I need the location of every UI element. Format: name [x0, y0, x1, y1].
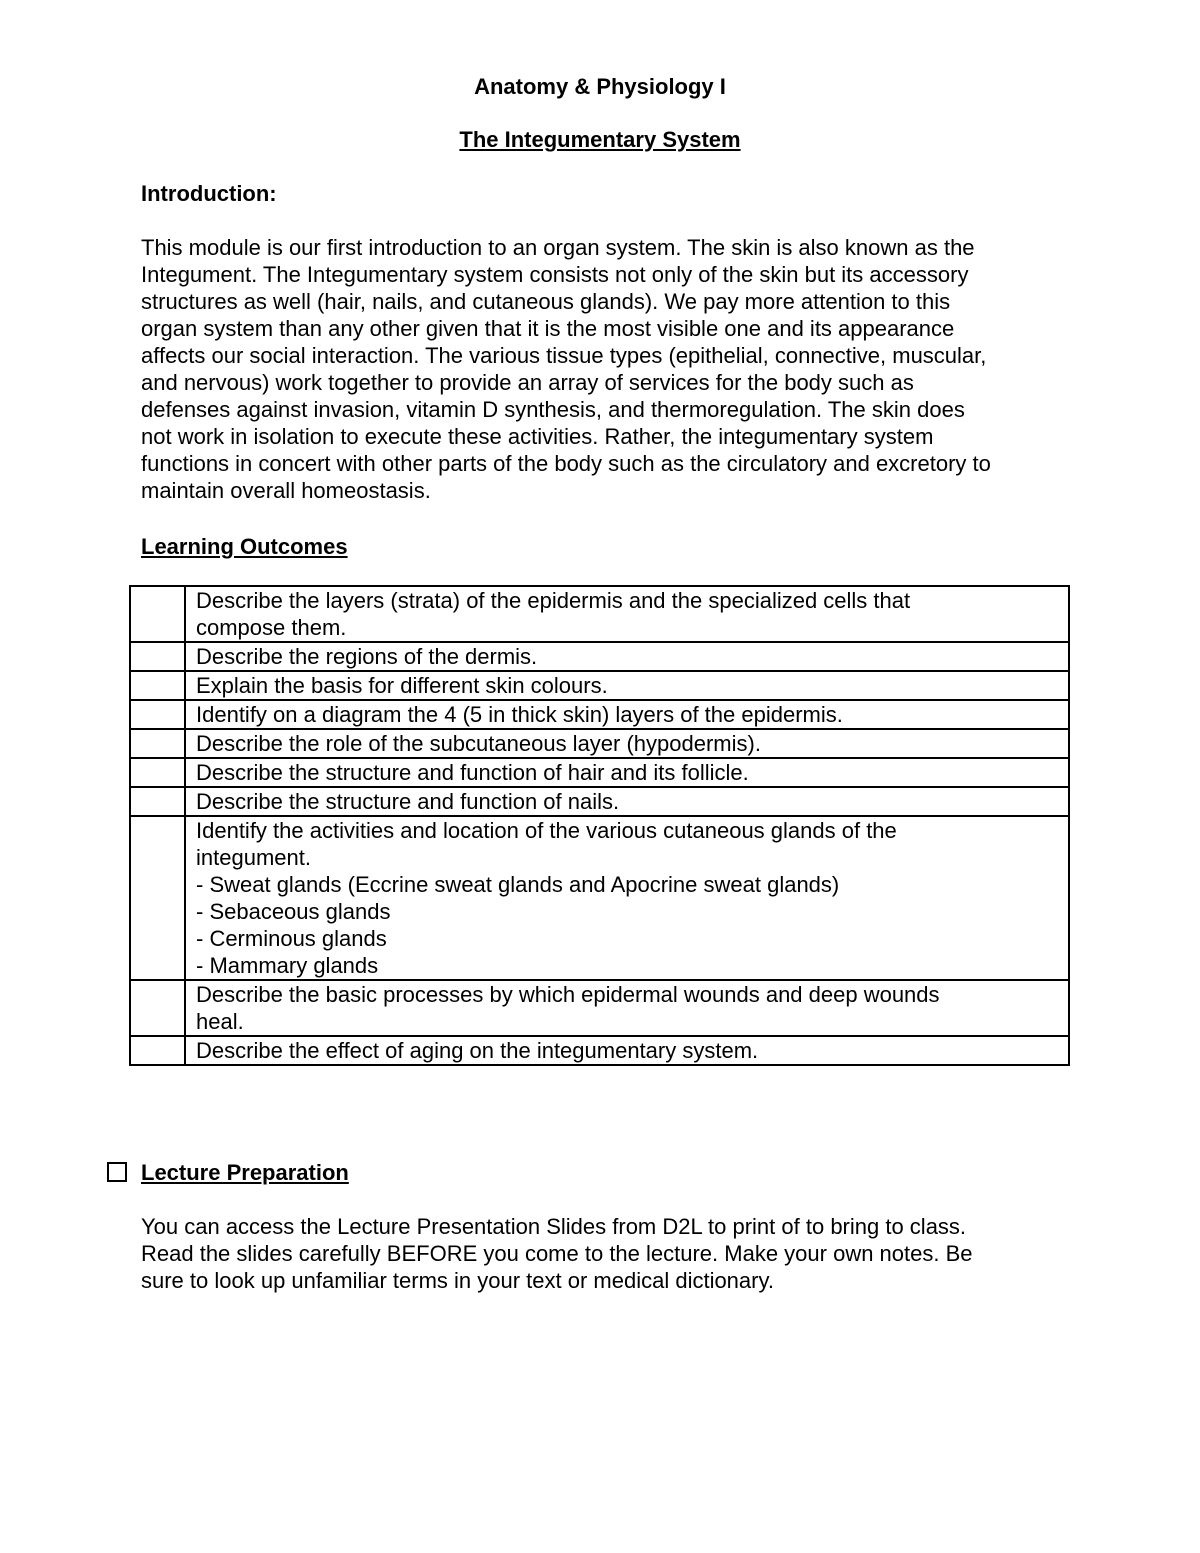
outcome-text-cell [185, 671, 1069, 700]
lecture-preparation-line: sure to look up unfamiliar terms in your text or medical dictionary. [141, 1268, 774, 1293]
lecture-preparation-heading: Lecture Preparation [141, 1160, 349, 1185]
introduction-line: affects our social interaction. The various tissue types (epithelial, connective, muscular, [141, 343, 987, 368]
outcome-line: heal. [196, 1009, 244, 1034]
introduction-line: structures as well (hair, nails, and cutaneous glands). We pay more attention to this [141, 289, 951, 314]
outcome-check-cell[interactable] [130, 816, 185, 980]
outcome-line: compose them. [196, 615, 347, 640]
introduction-paragraph [141, 234, 1071, 504]
introduction-line: Integument. The Integumentary system consists not only of the skin but its accessory [141, 262, 969, 287]
outcome-line: Describe the basic processes by which epidermal wounds and deep wounds [196, 982, 940, 1007]
learning-outcomes-table [129, 585, 1070, 1066]
outcome-check-cell[interactable] [130, 980, 185, 1036]
outcome-line: Identify the activities and location of the various cutaneous glands of the [196, 818, 897, 843]
outcome-text-cell [185, 1036, 1069, 1065]
outcome-check-cell[interactable] [130, 787, 185, 816]
outcome-line: - Cerminous glands [196, 926, 387, 951]
outcome-line: Describe the effect of aging on the integumentary system. [196, 1038, 759, 1063]
introduction-line: not work in isolation to execute these activities. Rather, the integumentary system [141, 424, 934, 449]
introduction-line: This module is our first introduction to an organ system. The skin is also known as the [141, 235, 975, 260]
table-row [130, 816, 1069, 980]
outcome-line: - Sebaceous glands [196, 899, 391, 924]
outcome-line: Identify on a diagram the 4 (5 in thick skin) layers of the epidermis. [196, 702, 843, 727]
table-row [130, 758, 1069, 787]
lecture-preparation-line: Read the slides carefully BEFORE you come to the lecture. Make your own notes. Be [141, 1241, 973, 1266]
introduction-line: functions in concert with other parts of the body such as the circulatory and excretory to [141, 451, 991, 476]
table-row [130, 980, 1069, 1036]
introduction-line: and nervous) work together to provide an array of services for the body such as [141, 370, 914, 395]
outcome-line: - Mammary glands [196, 953, 379, 978]
table-row [130, 671, 1069, 700]
outcome-text-cell [185, 816, 1069, 980]
table-row [130, 586, 1069, 642]
introduction-line: defenses against invasion, vitamin D synthesis, and thermoregulation. The skin does [141, 397, 965, 422]
introduction-line: maintain overall homeostasis. [141, 478, 431, 503]
table-row [130, 787, 1069, 816]
outcome-line: Describe the structure and function of nails. [196, 789, 620, 814]
outcome-text-cell [185, 729, 1069, 758]
lecture-preparation-checkbox[interactable] [107, 1162, 127, 1182]
outcome-text-cell [185, 642, 1069, 671]
outcome-check-cell[interactable] [130, 586, 185, 642]
outcome-check-cell[interactable] [130, 700, 185, 729]
outcome-text-cell [185, 980, 1069, 1036]
introduction-line: organ system than any other given that it is the most visible one and its appearance [141, 316, 955, 341]
outcome-line: Explain the basis for different skin colours. [196, 673, 608, 698]
document-subtitle: The Integumentary System [459, 127, 741, 152]
introduction-heading: Introduction: [141, 181, 277, 206]
lecture-preparation-line: You can access the Lecture Presentation Slides from D2L to print of to bring to class. [141, 1214, 967, 1239]
outcome-check-cell[interactable] [130, 671, 185, 700]
document-title: Anatomy & Physiology I [474, 74, 726, 99]
outcome-check-cell[interactable] [130, 1036, 185, 1065]
table-row [130, 1036, 1069, 1065]
lecture-preparation-paragraph [141, 1213, 1071, 1294]
outcome-line: - Sweat glands (Eccrine sweat glands and Apocrine sweat glands) [196, 872, 840, 897]
outcome-check-cell[interactable] [130, 729, 185, 758]
table-row [130, 729, 1069, 758]
outcome-line: integument. [196, 845, 311, 870]
outcome-line: Describe the role of the subcutaneous layer (hypodermis). [196, 731, 761, 756]
outcome-text-cell [185, 787, 1069, 816]
outcome-text-cell [185, 586, 1069, 642]
outcome-check-cell[interactable] [130, 758, 185, 787]
table-row [130, 700, 1069, 729]
outcome-line: Describe the regions of the dermis. [196, 644, 538, 669]
outcome-line: Describe the layers (strata) of the epidermis and the specialized cells that [196, 588, 911, 613]
outcome-line: Describe the structure and function of hair and its follicle. [196, 760, 749, 785]
outcome-text-cell [185, 700, 1069, 729]
outcome-check-cell[interactable] [130, 642, 185, 671]
outcome-text-cell [185, 758, 1069, 787]
learning-outcomes-heading: Learning Outcomes [141, 534, 348, 559]
table-row [130, 642, 1069, 671]
